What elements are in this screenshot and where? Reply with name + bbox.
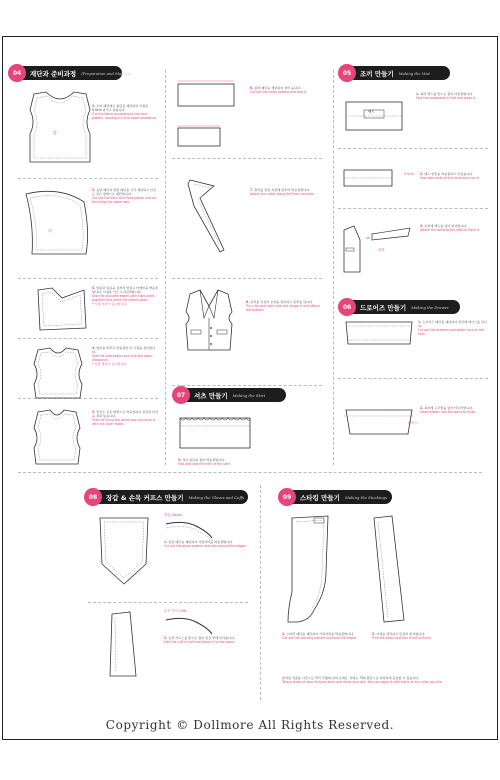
section-title-en: Making the Vest	[398, 70, 430, 76]
cuff-step-text: 2. 손목 커프스를 반으로 접어 장갑 끝에 달아줍니다. Fold the cuff in half and attach it to the glove.	[164, 636, 236, 644]
vest-front-pattern	[20, 88, 100, 168]
cm-label: 0.5cm	[404, 172, 414, 176]
section-number: 08	[84, 488, 102, 506]
back-label: 뒤	[48, 228, 52, 233]
section-title-en: Making the Stockings	[344, 494, 387, 500]
section-header-drawer	[342, 300, 460, 314]
drawer-step-2-text: 2. 허리에 고무줄을 넣어 마무리합니다. Insert elastic into the waist to finish.	[420, 406, 477, 414]
vest-lining-pattern	[26, 406, 88, 468]
vest-step-2-text: 2. 밴드 양끝을 박음질하고 뒤집습니다. Sew both ends of the band and turn it.	[420, 172, 480, 180]
collar-rect-pattern-1	[176, 78, 238, 110]
step-2-text: 2. 등판 패턴과 앞판 패턴을 각각 재단하고 안감도 같은 방법으로 재단합니다. Cut out the back and front pieces and cut the lining the same way.	[92, 188, 157, 204]
column-divider-2	[333, 70, 334, 465]
step-8-text: 8. 조끼를 뒤집어 모양을 정리하고 단추를 답니다. Turn the vest right side out, shape it and attach the buttons.	[246, 300, 320, 312]
section-header-vest	[342, 66, 450, 80]
final-note: 완성된 작품을 사진으로 찍어 인형에 입혀 보세요. 원하는 색의 원단으로 다양하게 응용할 수 있습니다. Take a photo of your finished work and dress your doll. You can apply it with fabric of any color you like.	[282, 676, 443, 684]
cuff-label: 손목 커프 Cuffs	[164, 609, 187, 613]
vest-step-3-text: 3. 조끼에 밴드를 달아 완성합니다. Attach the band to the vest to finish it.	[420, 224, 481, 232]
col2-divider-2	[172, 278, 322, 279]
col3-divider-1	[338, 148, 488, 149]
step-4-text: 4. 옆선을 맞추고 박음질한 뒤 시접을 정리합니다. Sew the side seams and trim the seam allowance. * 시접 정리가 중요합니다.	[92, 346, 156, 366]
finished-vest-drawing	[180, 288, 238, 358]
cuff-pattern	[106, 610, 140, 680]
section-header-preparation	[12, 66, 132, 80]
collar-label: 칼라	[378, 248, 385, 252]
section-number: 04	[8, 64, 26, 82]
skirt-hem-pattern	[178, 412, 254, 454]
copyright-footer: Copyright © Dollmore All Rights Reserved.	[105, 718, 395, 732]
step-7-text: 7. 칼라를 앞판 목선에 맞추어 박음질합니다. Attach the collar along the front neckline.	[250, 188, 315, 196]
lapel-pattern	[184, 176, 244, 256]
section-number: 09	[278, 488, 296, 506]
stocking-pattern-2	[370, 512, 410, 627]
col3-divider-2	[338, 208, 488, 209]
drawer-pattern-2	[342, 404, 416, 438]
stocking-pattern-1	[284, 512, 344, 627]
step-6-text: 6. 칼라 패턴을 재단하여 접어 둡니다. Cut out the collar pattern and fold it.	[250, 86, 307, 94]
col3-divider-3	[338, 378, 488, 379]
band-pattern-2	[342, 166, 396, 192]
col1-divider-1	[18, 178, 158, 179]
col1-divider-3	[18, 338, 158, 339]
section-title-ko: 재단과 준비과정	[30, 69, 77, 78]
row-divider-main	[18, 472, 482, 473]
step-5-text: 5. 안감도 같은 방법으로 박음질하여 겉감과 안감을 겹쳐 놓습니다. Sew the lining the same way and layer it with the outer fabric.	[92, 410, 159, 426]
front-label: 앞	[53, 130, 57, 135]
section-header-gloves	[88, 490, 248, 504]
section-header-skirt	[176, 388, 286, 402]
glove-cord-drawing	[164, 518, 214, 540]
section-number: 06	[338, 298, 356, 316]
section-title-ko: 셔츠 만들기	[194, 391, 228, 400]
col1-divider-2	[18, 278, 158, 279]
section-number: 05	[338, 64, 356, 82]
vest-assembled-pattern	[28, 344, 88, 402]
section-title-en: Making the Skirt	[232, 392, 266, 398]
col2-divider-3	[172, 385, 322, 386]
vest-step-1-text: 1. 허리 밴드를 반으로 접어 다림질합니다. Fold the waistband in half and press it.	[416, 92, 477, 100]
vest-piece-pattern	[32, 284, 92, 334]
step-1-text: 1. 조끼 패턴대로 원단을 재단하여 시접을 0.5cm 남기고 자릅니다. Cut the fabric according to the vest pattern, leaving a 0.5cm seam allowance.	[92, 104, 157, 120]
cuff-cord-drawing	[164, 614, 214, 636]
glove-label: 장갑 Gloves	[164, 513, 182, 517]
lace-label: 레이스	[408, 421, 418, 425]
section-title-ko: 장갑 & 손목 커프스 만들기	[106, 493, 184, 502]
band-label: 밴드	[368, 110, 375, 114]
column-divider-1	[165, 70, 166, 465]
step-3-text: 3. 앞판과 뒤판을 겉끼리 맞대고 어깨선을 박음질합니다. 시접을 가르고 다림질합니다. Sew the shoulder seams with right sides together and press the seams open. * 시접 처리가 중요합니다.	[92, 286, 159, 306]
vest-band-drawing	[340, 220, 414, 276]
section-title-en: Making the Gloves and Cuffs	[188, 494, 245, 500]
section-title-ko: 조끼 만들기	[360, 69, 394, 78]
stocking-step-1-text: 1. 스타킹 패턴을 재단하여 가장자리를 박음질합니다. Cut out the stocking pattern and sew the edges.	[282, 632, 357, 640]
section-number: 07	[172, 386, 190, 404]
stocking-step-2-text: 2. 시접을 정리하고 뒤집어 완성합니다. Trim the seam and turn it out to finish.	[372, 632, 432, 640]
glove-step-1-text: 1. 장갑 패턴을 재단하여 가장자리를 박음질합니다. Cut out the glove pattern and sew around the edges.	[164, 540, 247, 548]
section-header-stockings	[282, 490, 392, 504]
drawer-pattern-1	[342, 318, 416, 348]
column-divider-3	[260, 485, 261, 700]
drawer-step-1-text: 1. 드로어즈 패턴을 재단하여 밑단에 레이스를 답니다. Cut out the drawers and attach lace to the hem.	[418, 320, 488, 336]
section-title-en: (Preparation and Making)	[81, 70, 132, 76]
band-pattern-1	[342, 96, 406, 136]
step-9-text: 9. 셔츠 밑단을 접어 박음질합니다. Fold and sew the hem of the skirt.	[178, 458, 231, 466]
vest-back-pattern	[20, 184, 95, 264]
col2-divider-1	[172, 158, 322, 159]
collar-rect-pattern-2	[176, 124, 224, 150]
glove-pattern	[96, 512, 152, 588]
col4-divider-1	[88, 602, 248, 603]
section-title-ko: 드로어즈 만들기	[360, 303, 407, 312]
section-title-ko: 스타킹 만들기	[300, 493, 340, 502]
section-title-en: Making the Drawer	[411, 304, 449, 310]
